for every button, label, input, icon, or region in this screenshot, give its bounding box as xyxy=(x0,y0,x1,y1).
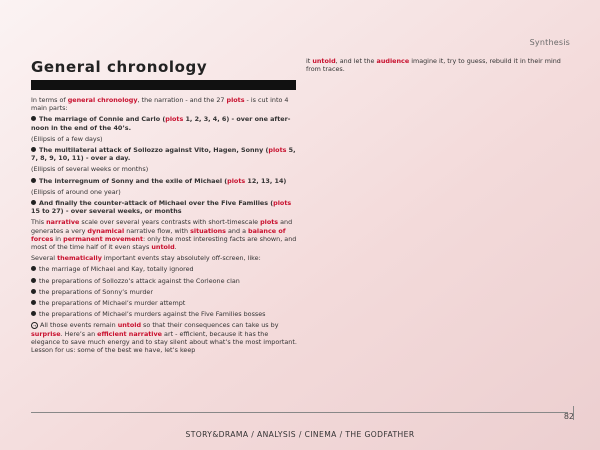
footer-breadcrumb: STORY&DRAMA / ANALYSIS / CINEMA / THE GODFATHER xyxy=(185,430,415,439)
offscreen-item: the preparations of Michael’s murders against the Five Families bosses xyxy=(31,310,299,318)
intro-paragraph: In terms of general chronology, the narration - and the 27 plots - is cut into 4 main parts: xyxy=(31,96,289,113)
offscreen-intro: Several thematically important events stay absolutely off-screen, like: xyxy=(31,254,261,263)
bullet-icon xyxy=(31,178,36,183)
offscreen-item: the preparations of Michael’s murder attempt xyxy=(31,299,299,307)
part-item: The multilateral attack of Sollozzo against Vito, Hagen, Sonny (plots 5, 7, 8, 9, 10, 11) - over a day. xyxy=(31,146,296,163)
bullet-icon xyxy=(31,266,36,271)
page-title: General chronology xyxy=(31,58,208,76)
page-number: 82 xyxy=(563,412,574,421)
bullet-icon xyxy=(31,278,36,283)
conclusion-paragraph: → All those events remain untold so that their consequences can take us by surprise. Here’s an efficient narrative art - efficient, because it has the elegance to save much energy and to stay silent about what’s the most important. Lesson for us: some of the best we have, let’s keep xyxy=(31,321,297,355)
section-label: Synthesis xyxy=(529,38,570,47)
ellipsis-note: (Ellipsis of around one year) xyxy=(31,187,121,196)
right-column xyxy=(306,57,574,76)
continuation-paragraph: it untold, and let the audience imagine it, try to guess, rebuild it in their mind from traces. xyxy=(306,57,561,74)
narrative-paragraph: This narrative scale over several years contrasts with short-timescale plots and generates a very dynamical narrative flow, with situations and a balance of forces in permanent movement: only the most interesting facts are shown, and most of the time half of it even stays untold. xyxy=(31,218,297,252)
offscreen-item: the preparations of Sonny’s murder xyxy=(31,288,299,296)
part-item: The marriage of Connie and Carlo (plots 1, 2, 3, 4, 6) - over one afternoon in the end of the 40’s. xyxy=(31,115,291,132)
bullet-icon xyxy=(31,300,36,305)
footer-divider xyxy=(31,412,568,413)
bullet-icon xyxy=(31,116,36,121)
ellipsis-note: (Ellipsis of a few days) xyxy=(31,134,103,143)
part-item: The interregnum of Sonny and the exile of Michael (plots 12, 13, 14) xyxy=(31,177,299,185)
title-underline-bar xyxy=(31,80,296,90)
part-item: And finally the counter-attack of Michael over the Five Families (plots 15 to 27) - over several weeks, or months xyxy=(31,199,292,216)
arrow-circle-icon: → xyxy=(32,323,37,329)
bullet-icon xyxy=(31,147,36,152)
bullet-icon xyxy=(31,311,36,316)
left-column xyxy=(31,96,299,357)
offscreen-item: the preparations of Sollozzo’s attack against the Corleone clan xyxy=(31,277,299,285)
bullet-icon xyxy=(31,289,36,294)
bullet-icon xyxy=(31,200,36,205)
ellipsis-note: (Ellipsis of several weeks or months) xyxy=(31,165,149,174)
offscreen-item: the marriage of Michael and Kay, totally ignored xyxy=(31,265,299,273)
